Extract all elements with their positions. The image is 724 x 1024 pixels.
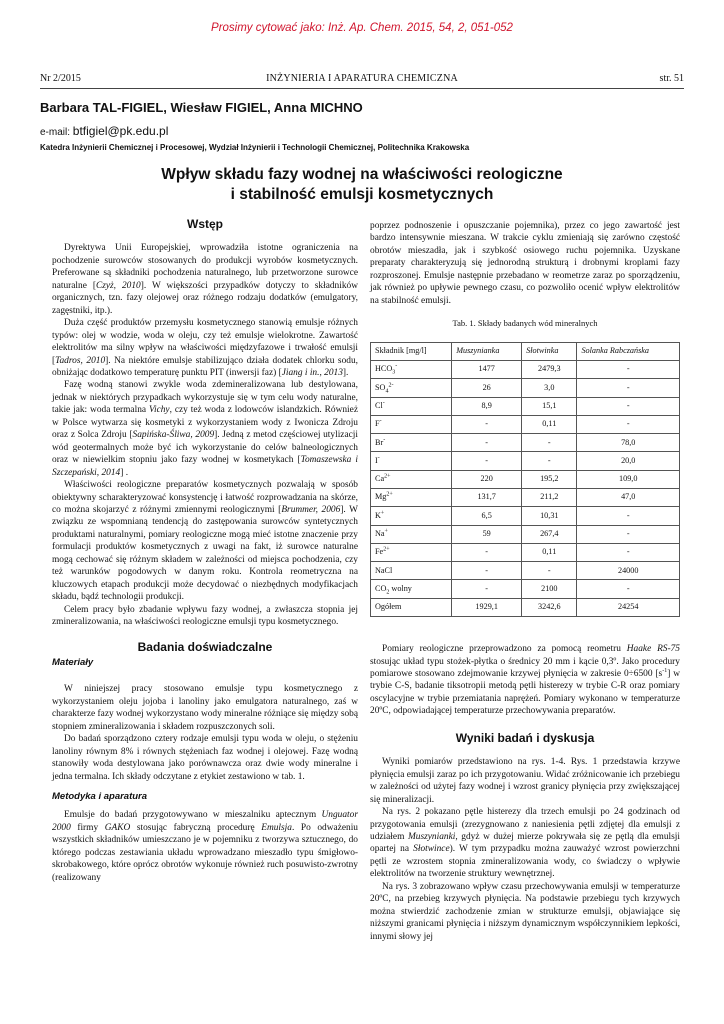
- table-row: [371, 489, 680, 507]
- table-row: [371, 507, 680, 525]
- table-row: [371, 415, 680, 433]
- paragraph: Emulsje do badań przygotowywano w mieszalniku aptecznym Unguator 2000 firmy GAKO stosując fabryczną procedurę Emulsja. Po odważeniu wszystkich składników umieszczano je w pojemniku z tworzywa sztucznego, do którego podczas zestawiania układu wprowadzano mieszadło typu śmigłowo-skrobakowego, które oprócz obrotów wykonuje również ruch posuwisto-zwrotny (realizowany: [52, 810, 358, 883]
- paragraph: Na rys. 3 zobrazowano wpływ czasu przechowywania emulsji w temperaturze 20ºC, na przebieg krzywych płynięcia. Na podstawie przebiegu tych krzywych można stwierdzić zachodzenie zmian w strukturze emulsji, objawiające się niższymi granicami płynięcia i niższym dynamicznym współczynnikiem lepkości, innymi słowy jej: [370, 881, 680, 942]
- table-cell: 0,11: [522, 415, 577, 433]
- table-cell: -: [577, 507, 680, 525]
- table-cell: $Fe^{2+}$: [371, 543, 452, 561]
- table-cell: 2479,3: [522, 360, 577, 378]
- table-row: [371, 598, 680, 616]
- paragraph: Fazę wodną stanowi zwykle woda zdemineralizowana lub destylowana, jednak w niektórych przypadkach wykorzystuje się w tym celu wody naturalne, takie jak: woda termalna Vichy, czy też woda z lodowców islandzkich. Również w Polsce wytwarza się kosmetyki z wykorzystaniem wody z Iwonicza Zdroju oraz z Solca Zdroju [Sapińska-Śliwa, 2009]. Jedną z metod częściowej utylizacji wód geotermalnych może być ich wykorzystanie do celów balneologicznych oraz w niewielkim stopniu jako fazy wodnej w kosmetykach [Tomaszewska i Szczepański, 2014] .: [52, 380, 359, 478]
- table-row: [371, 470, 680, 488]
- table-cell: 1477: [452, 360, 522, 378]
- email-label: e-mail:: [40, 127, 71, 138]
- table-cell: -: [577, 360, 680, 378]
- paragraph: Dyrektywa Unii Europejskiej, wprowadziła istotne ograniczenia na pochodzenie surowców stosowanych do produkcji wyrobów kosmetycznych. Preferowane są składniki pochodzenia naturalnego, lub przetworzone surowce naturalne [Czyż, 2010]. W większości przypadków dotyczy to składników organicznych, tzn. fazy olejowej oraz różnego rodzaju dodatków (emulgatory, zagęstniki, itp.).: [52, 243, 358, 316]
- table-cell: 24000: [577, 562, 680, 580]
- table-cell: 3242,6: [522, 598, 577, 616]
- issue-number: Nr 2/2015: [40, 73, 81, 84]
- table-cell: -: [452, 415, 522, 433]
- table-cell: -: [452, 543, 522, 561]
- header-rule: [40, 88, 684, 89]
- email-address[interactable]: btfigiel@pk.edu.pl: [72, 124, 169, 138]
- table-cell: -: [577, 379, 680, 397]
- table-cell: F-: [371, 415, 452, 433]
- journal-name: INŻYNIERIA I APARATURA CHEMICZNA: [266, 73, 458, 84]
- table-cell: $SO_4^{2-}$: [371, 379, 452, 397]
- table-row: [371, 360, 680, 378]
- table-cell: 131,7: [452, 489, 522, 507]
- paragraph: Celem pracy było zbadanie wpływu fazy wodnej, a zwłaszcza stopnia jej zmineralizowania, na właściwości reologiczne emulsji typu kosmetycznego.: [52, 604, 358, 628]
- mineral-water-table: [370, 342, 680, 617]
- paragraph: Wyniki pomiarów przedstawiono na rys. 1-4. Rys. 1 przedstawia krzywe płynięcia emulsji zaraz po ich przygotowaniu. Widać zróżnicowanie ich przebiegu w zależności od użytej fazy wodnej i wzrost granicy płynięcia przy zwiększającej się mineralizacji.: [370, 757, 680, 805]
- table-cell: 15,1: [522, 397, 577, 415]
- table-cell: 6,5: [452, 507, 522, 525]
- table-cell: 20,0: [577, 452, 680, 470]
- table-cell: 220: [452, 470, 522, 488]
- table-cell: -: [522, 562, 577, 580]
- table-cell: Br-: [371, 434, 452, 452]
- section-heading-intro: Wstęp: [187, 217, 223, 231]
- authors: Barbara TAL-FIGIEL, Wiesław FIGIEL, Anna MICHNO: [40, 100, 363, 115]
- table-cell: 3,0: [522, 379, 577, 397]
- table-cell: -: [522, 434, 577, 452]
- table-header: Solanka Rabczańska: [577, 342, 680, 360]
- table-cell: 211,2: [522, 489, 577, 507]
- table-cell: 109,0: [577, 470, 680, 488]
- table-row: [371, 379, 680, 397]
- table-cell: I-: [371, 452, 452, 470]
- table-cell: -: [452, 434, 522, 452]
- table-header: Słotwinka: [522, 342, 577, 360]
- table-cell: $HCO_3^-$: [371, 360, 452, 378]
- table-row: [371, 525, 680, 543]
- page-number: str. 51: [659, 73, 684, 84]
- paragraph: poprzez podnoszenie i opuszczanie pojemnika), przez co jego zawartość jest bardzo intensywnie mieszana. W trakcie cyklu zmieniają się zarówno częstość obrotów mieszadła, jak i szybkość osiowego ruchu pojemnika. Uzyskane preparaty charakteryzują się jednorodną strukturą i drobnymi kroplami fazy rozproszonej. Emulsje następnie przebadano w reometrze zaraz po sporządzeniu, jak również po upływie pewnego czasu, co pozwoliło ocenić wpływ elektrolitów na stabilność emulsji.: [370, 221, 680, 306]
- left-column: [52, 218, 358, 884]
- table-cell: 195,2: [522, 470, 577, 488]
- section-heading-results: Wyniki badań i dyskusja: [455, 730, 595, 745]
- table-cell: 2100: [522, 580, 577, 598]
- table-cell: -: [577, 397, 680, 415]
- table-cell: 24254: [577, 598, 680, 616]
- table-cell: $Mg^{2+}$: [371, 489, 452, 507]
- paragraph: Duża część produktów przemysłu kosmetycznego stanowią emulsje różnych typów: olej w wodzie, woda w oleju, czy też emulsje wielokrotne. Zawartość elektrolitów ma silny wpływ na właściwości międzyfazowe i trwałość emulsji [Tadros, 2010]. Na niektóre emulsje stabilizująco działa dodatek chlorku sodu, obniżając dodatkowo temperaturę punktu PIT (inwersji faz) [Jiang i in., 2013].: [52, 318, 358, 378]
- right-column: [370, 220, 680, 943]
- subsection-heading-methods: Metodyka i aparatura: [52, 791, 148, 803]
- table-cell: NaCl: [371, 562, 452, 580]
- table-row: [371, 580, 680, 598]
- table-row: [371, 543, 680, 561]
- paper-title: [40, 165, 684, 205]
- citation-line: Prosimy cytować jako: Inż. Ap. Chem. 2015, 54, 2, 051-052: [211, 22, 513, 34]
- table-cell: -: [577, 580, 680, 598]
- subsection-heading-materials: Materiały: [52, 656, 94, 668]
- table-cell: Na+: [371, 525, 452, 543]
- affiliation: Katedra Inżynierii Chemicznej i Procesowej, Wydział Inżynierii i Technologii Chemicznej, Politechnika Krakowska: [40, 143, 470, 152]
- table-cell: 0,11: [522, 543, 577, 561]
- paragraph: Pomiary reologiczne przeprowadzono za pomocą reometru Haake RS-75 stosując układ typu stożek-płytka o średnicy 20 mm i kącie 0,3º. Jako procedury pomiarowe stosowano zdejmowanie krzywej płynięcia w zakresie 0÷6500 $[s^{-1}]$ w trybie C-S, badanie tiksotropii metodą pętli histerezy w trybie C-R oraz pomiary oscylacyjne w trybie przemiatania naprężeń. Pomiary wykonano w temperaturze 20ºC, odpowiadającej temperaturze przechowywania preparatów.: [370, 644, 680, 717]
- table-cell: 267,4: [522, 525, 577, 543]
- table-cell: 26: [452, 379, 522, 397]
- paragraph: Na rys. 2 pokazano pętle histerezy dla trzech emulsji po 24 godzinach od przygotowania emulsji (zrezygnowano z naniesienia pętli zdjętej dla emulsji z udziałem Muszynianki, gdyż w dużej mierze pokrywała się ze pętlą dla emulsji opartej na Słotwince). W tym przypadku można zauważyć wzrost powierzchni pętli ze wzrostem stopnia zmineralizowania wody, co świadczy o wpływie elektrolitów na tworzenie struktury wewnętrznej.: [370, 807, 680, 880]
- table-cell: -: [452, 562, 522, 580]
- table-cell: 59: [452, 525, 522, 543]
- table-cell: 1929,1: [452, 598, 522, 616]
- table-cell: $Ca^{2+}$: [371, 470, 452, 488]
- table-row: [371, 452, 680, 470]
- table-caption: Tab. 1. Składy badanych wód mineralnych: [452, 318, 598, 329]
- table-cell: -: [452, 580, 522, 598]
- paragraph: W niniejszej pracy stosowano emulsje typu kosmetycznego z wykorzystaniem oleju jojoba i lanoliny jako emulgatora naturalnego, zaś w charakterze fazy wodnej wykorzystano wody mineralne różniące się między sobą stopniem zmineralizowania i składem rozpuszczonych soli.: [52, 684, 358, 732]
- table-row: [371, 397, 680, 415]
- table-cell: -: [452, 452, 522, 470]
- table-row: [371, 434, 680, 452]
- table-cell: 47,0: [577, 489, 680, 507]
- table-row: [371, 562, 680, 580]
- table-cell: 78,0: [577, 434, 680, 452]
- table-cell: -: [577, 543, 680, 561]
- table-header-row: [371, 342, 680, 360]
- table-cell: Ogółem: [371, 598, 452, 616]
- table-cell: Cl-: [371, 397, 452, 415]
- table-cell: -: [577, 525, 680, 543]
- paragraph: Do badań sporządzono cztery rodzaje emulsji typu woda w oleju, o stężeniu lanoliny równym 8% i równych stężeniach faz wodnej i olejowej. Fazę wodną stanowiły woda destylowana jako porównawcza oraz dwie wody mineralne i jedna termalna. Ich składy odczytane z etykiet zestawiono w tab. 1.: [52, 734, 358, 782]
- table-header: Składnik [mg/l]: [371, 342, 452, 360]
- table-cell: -: [577, 415, 680, 433]
- section-heading-experimental: Badania doświadczalne: [137, 639, 273, 654]
- table-cell: 10,31: [522, 507, 577, 525]
- paragraph: Właściwości reologiczne preparatów kosmetycznych pozwalają w sposób obiektywny scharakteryzować konsystencję i łatwość rozprowadzania na skórze, co można skojarzyć z różnymi zmiennymi reologicznymi [Brummer, 2006]. W związku ze wspomnianą tendencją do zastępowania surowców syntetycznych produktami naturalnymi, pomiary reologiczne mogą mieć istotne znaczenie przy formulacji produktów kosmetycznych z uwagi na fakt, iż surowce naturalne mogą cechować się różnym składem w zależności od miejsca pochodzenia, czy też warunków pogodowych w danym roku. Kontrola reometryczna na kluczowych etapach produkcji może decydować o niezbędnych modyfikacjach składu, bądź technologii produkcji.: [52, 480, 358, 603]
- table-cell: -: [522, 452, 577, 470]
- title-line-1: Wpływ składu fazy wodnej na właściwości reologiczne: [161, 166, 563, 183]
- table-cell: K+: [371, 507, 452, 525]
- table-header: Muszynianka: [452, 342, 522, 360]
- table-cell: $CO_2$ wolny: [371, 580, 452, 598]
- table-cell: 8,9: [452, 397, 522, 415]
- title-line-2: i stabilność emulsji kosmetycznych: [230, 186, 494, 203]
- email-line: [40, 124, 168, 138]
